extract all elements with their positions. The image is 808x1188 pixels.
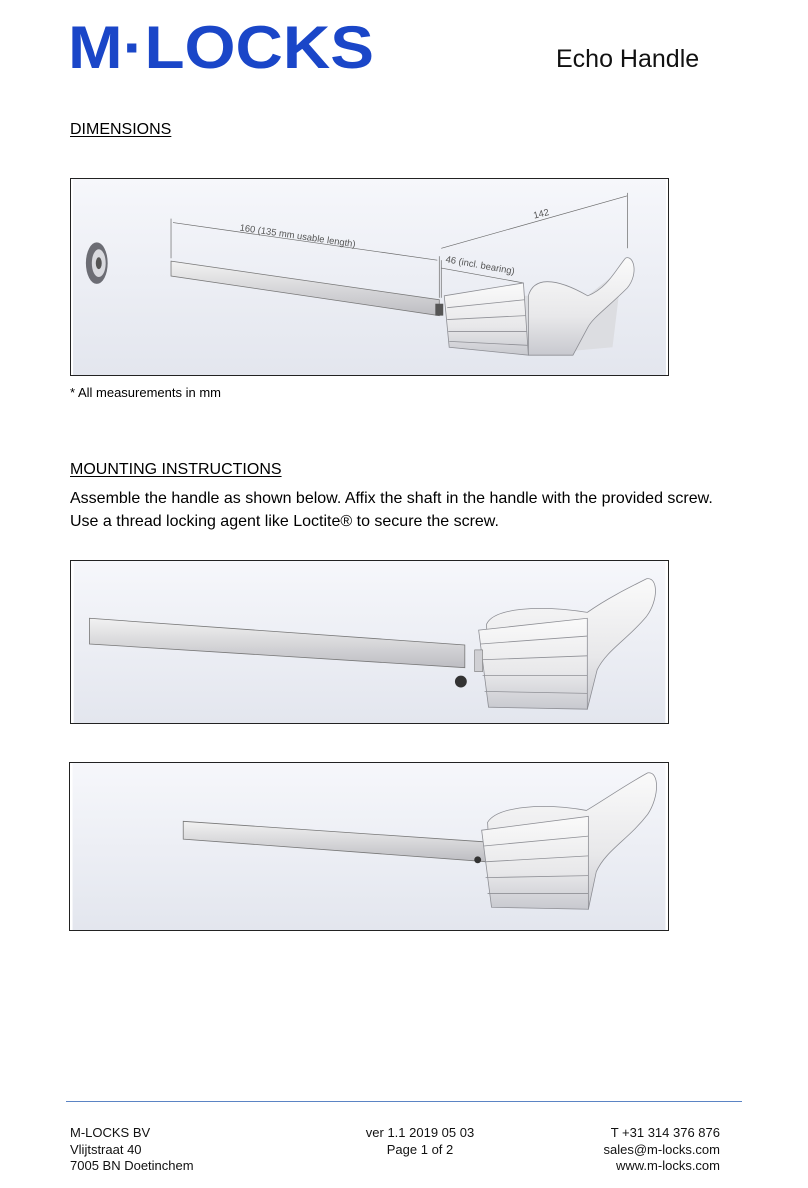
overall-length-label: 142 bbox=[532, 206, 551, 221]
instruction-line-1: Assemble the handle as shown below. Affix the shaft in the handle with the provided screw. bbox=[70, 490, 713, 507]
street-address: Vlijtstraat 40 bbox=[70, 1141, 142, 1157]
page-number: Page 1 of 2 bbox=[386, 1141, 454, 1157]
version-text: ver 1.1 2019 05 03 bbox=[365, 1125, 475, 1140]
hub-length-label: 46 (incl. bearing) bbox=[444, 253, 516, 277]
footer-divider bbox=[66, 1101, 742, 1102]
instruction-line-2: Use a thread locking agent like Loctite® to secure the screw. bbox=[70, 513, 499, 530]
email-address: sales@m-locks.com bbox=[603, 1141, 720, 1157]
assembly-complete-figure bbox=[69, 762, 669, 931]
svg-text:M·LOCKS: M·LOCKS bbox=[68, 18, 374, 70]
phone-number: T +31 314 376 876 bbox=[610, 1125, 720, 1140]
footer-contact bbox=[604, 1125, 721, 1175]
dimensions-figure bbox=[70, 178, 669, 376]
document-title: Echo Handle bbox=[556, 45, 700, 73]
mounting-heading: MOUNTING INSTRUCTIONS bbox=[70, 461, 282, 478]
website-address: www.m-locks.com bbox=[615, 1158, 720, 1173]
assembly-exploded-figure bbox=[70, 560, 669, 724]
m-locks-logo bbox=[68, 18, 376, 70]
screw-part bbox=[455, 676, 467, 688]
measurement-note: * All measurements in mm bbox=[70, 385, 221, 400]
shaft-length-label: 160 (135 mm usable length) bbox=[239, 221, 357, 250]
city-address: 7005 BN Doetinchem bbox=[70, 1158, 194, 1173]
mounting-instructions bbox=[70, 487, 770, 533]
company-name: M-LOCKS BV bbox=[70, 1125, 151, 1140]
footer-version bbox=[340, 1125, 500, 1158]
dimensions-heading: DIMENSIONS bbox=[70, 121, 172, 138]
rosette-part bbox=[86, 242, 108, 284]
footer-address bbox=[70, 1125, 194, 1175]
